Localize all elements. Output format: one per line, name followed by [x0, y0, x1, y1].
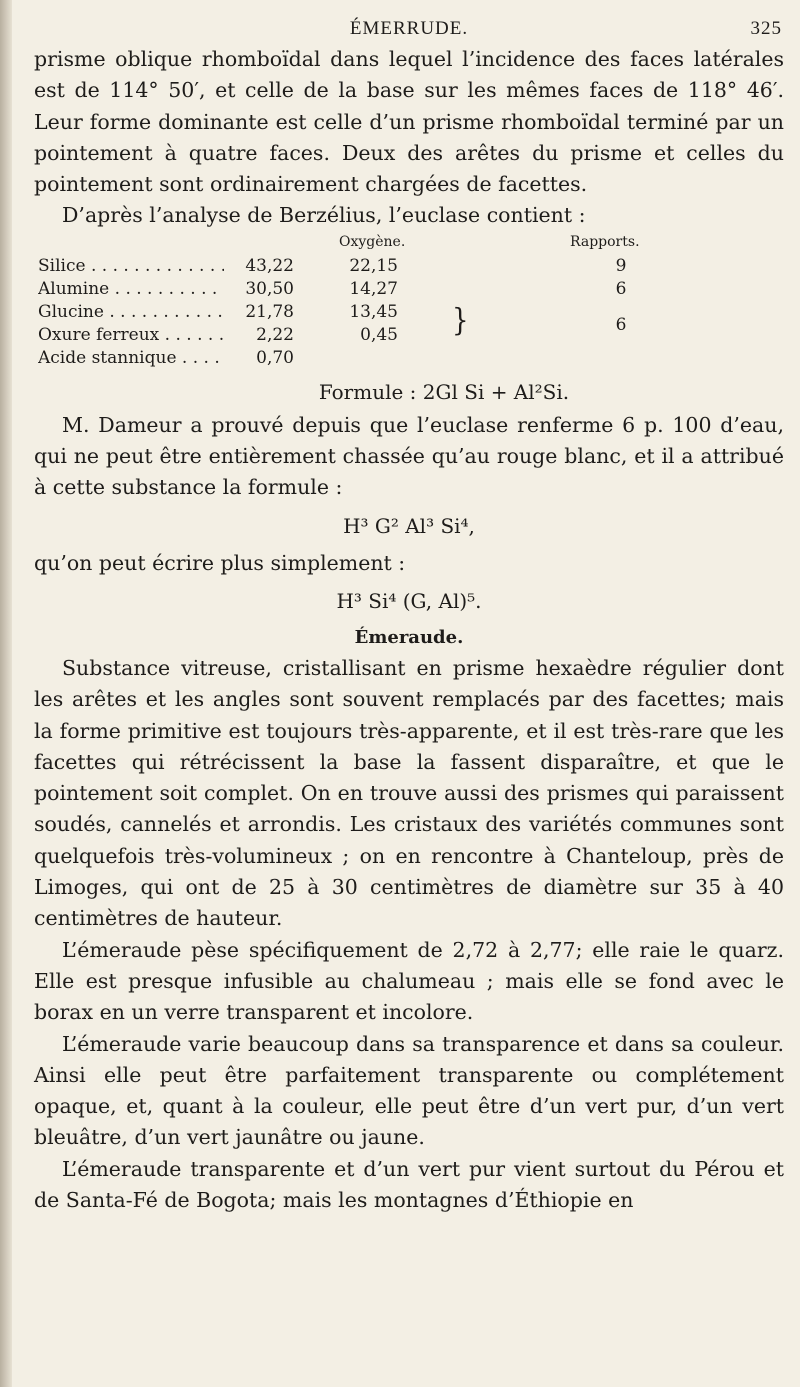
- component-name: Glucine . . .: [38, 302, 238, 322]
- component-value: 2,22: [224, 325, 294, 345]
- paragraph-euclase-crystal-form: prisme oblique rhomboïdal dans lequel l’incidence des faces latérales est de 114° 50′, et celle de la base sur les mêmes faces de 118° 46′. Leur forme dominante est celle d’un prisme rhomboïdal terminé par un pointement à quatre faces. Deux des arêtes du prisme et celles du pointement sont ordinairement chargées de facettes.: [34, 47, 784, 197]
- component-value: 43,22: [224, 256, 294, 276]
- component-value: 30,50: [224, 279, 294, 299]
- table-row: [38, 325, 778, 347]
- analysis-table: [34, 234, 784, 374]
- component-oxygen: 0,45: [360, 324, 398, 345]
- formula-expression: 2Gl Si + Al²Si.: [422, 379, 570, 404]
- paragraph-emeraude-description: Substance vitreuse, cristallisant en prisme hexaèdre régulier dont les arêtes et les angles sont souvent remplacés par des facettes; mais la forme primitive est toujours très-apparente, et il est très-rare que les facettes qui rétrécissent la base la fassent disparaître, et que le pointement soit complet. On en trouve aussi des prismes qui paraissent soudés, cannelés et arrondis. Les cristaux des variétés communes sont quelquefois très-volumineux ; on en rencontre à Chanteloup, près de Limoges, qui ont de 25 à 30 centimètres de diamètre sur 35 à 40 centimètres de hauteur.: [34, 655, 784, 931]
- section-title-emeraude: Émeraude.: [354, 626, 464, 648]
- component-oxygen: 13,45: [349, 301, 398, 322]
- table-row: [38, 348, 778, 370]
- table-row: [38, 279, 778, 301]
- page-number: 325: [750, 18, 782, 39]
- table-row: [38, 302, 778, 324]
- running-header: [34, 10, 784, 44]
- component-ratio: 9: [615, 255, 627, 276]
- component-name: Acide stannique . . .: [38, 348, 238, 368]
- paragraph-simplified-intro: qu’on peut écrire plus simplement :: [34, 550, 406, 575]
- paragraph-emeraude-origin: L’émeraude transparente et d’un vert pur vient surtout du Pérou et de Santa-Fé de Bogota; mais les montagnes d’Éthiopie en: [34, 1156, 784, 1213]
- component-name: Alumine . . .: [38, 279, 238, 299]
- component-oxygen: 22,15: [349, 255, 398, 276]
- formula-simplified: H³ Si⁴ (G, Al)⁵.: [336, 588, 482, 613]
- formula-label: Formule :: [318, 379, 417, 404]
- euclase-formula: [34, 374, 784, 410]
- column-header-ratios: Rapports.: [570, 233, 640, 250]
- paragraph-emeraude-color: L’émeraude varie beaucoup dans sa transparence et dans sa couleur. Ainsi elle peut être parfaitement transparente ou complétement opaque, et, quant à la couleur, elle peut être d’un vert pur, d’un vert bleuâtre, d’un vert jaunâtre ou jaune.: [34, 1031, 784, 1150]
- paragraph-dameur: M. Dameur a prouvé depuis que l’euclase renferme 6 p. 100 d’eau, qui ne peut être entièrement chassée qu’au rouge blanc, et il a attribué à cette substance la formule :: [34, 412, 784, 500]
- brace-glyph: }: [452, 302, 469, 339]
- paragraph-berzelius-intro: D’après l’analyse de Berzélius, l’euclase contient :: [62, 203, 586, 228]
- component-ratio: 6: [615, 278, 627, 299]
- component-name: Silice . . .: [38, 256, 238, 276]
- column-header-oxygen: Oxygène.: [339, 233, 406, 250]
- running-title: ÉMERRUDE.: [349, 18, 469, 39]
- book-spine-shadow: [0, 0, 12, 1387]
- component-name: Oxure ferreux . . .: [38, 325, 238, 345]
- component-value: 21,78: [224, 302, 294, 322]
- component-oxygen: 14,27: [349, 278, 398, 299]
- paragraph-emeraude-density: L’émeraude pèse spécifiquement de 2,72 à 2,77; elle raie le quarz. Elle est presque infusible au chalumeau ; mais elle se fond avec le borax en un verre transparent et incolore.: [34, 937, 784, 1025]
- component-value: 0,70: [224, 348, 294, 368]
- book-page: [34, 10, 784, 1216]
- formula-water: H³ G² Al³ Si⁴,: [343, 513, 475, 538]
- brace-ratio: 6: [615, 314, 627, 335]
- table-row: [38, 256, 778, 278]
